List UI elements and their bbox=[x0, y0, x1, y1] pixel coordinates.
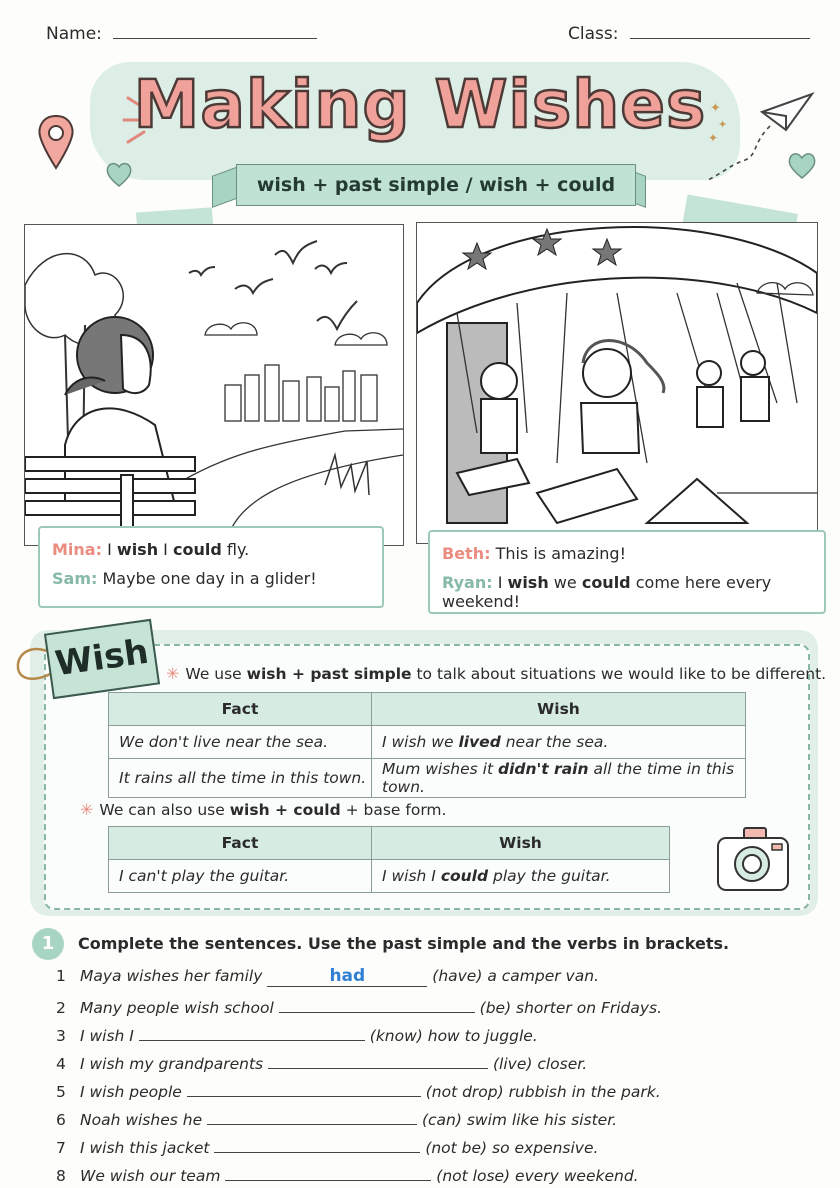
item-number: 8 bbox=[56, 1167, 66, 1185]
star-icon: ✳ bbox=[80, 800, 94, 819]
name-label: Name: bbox=[46, 24, 102, 44]
class-blank[interactable] bbox=[630, 38, 810, 39]
item-end: (know) how to juggle. bbox=[369, 1027, 538, 1045]
line-text: I bbox=[158, 540, 173, 559]
grammar-table-2 bbox=[108, 826, 670, 893]
item-start: Maya wishes her family bbox=[80, 967, 263, 985]
svg-text:✦: ✦ bbox=[718, 118, 728, 131]
exercise-instruction: Complete the sentences. Use the past simple and the verbs in brackets. bbox=[78, 934, 730, 953]
exercise-item bbox=[56, 1162, 639, 1185]
line-bold: could bbox=[581, 573, 631, 592]
table-header-wish: Wish bbox=[372, 693, 746, 726]
dialogue-line-beth bbox=[442, 544, 812, 563]
cell-text: near the sea. bbox=[500, 733, 609, 751]
line-text: we bbox=[548, 573, 582, 592]
item-start: I wish this jacket bbox=[80, 1139, 210, 1157]
grammar-table-1 bbox=[108, 692, 746, 798]
answer-blank[interactable] bbox=[279, 994, 475, 1013]
speaker-mina: Mina: bbox=[52, 540, 102, 559]
item-start: Noah wishes he bbox=[80, 1111, 203, 1129]
exercise-item bbox=[56, 1022, 538, 1045]
line-text: Maybe one day in a glider! bbox=[102, 569, 317, 588]
item-start: I wish my grandparents bbox=[80, 1055, 264, 1073]
item-end: (be) shorter on Fridays. bbox=[479, 999, 663, 1017]
table-row bbox=[109, 759, 746, 798]
item-end: (not lose) every weekend. bbox=[436, 1167, 639, 1185]
line-text: fly. bbox=[221, 540, 250, 559]
speaker-sam: Sam: bbox=[52, 569, 98, 588]
exercise-item bbox=[56, 966, 599, 987]
page-title: Making Wishes bbox=[133, 66, 707, 143]
table-row bbox=[109, 860, 670, 893]
item-start: I wish I bbox=[80, 1027, 134, 1045]
table-header-wish: Wish bbox=[372, 827, 670, 860]
item-start: Many people wish school bbox=[80, 999, 274, 1017]
line-text: come here every weekend! bbox=[442, 573, 772, 611]
line-text: I bbox=[497, 573, 508, 592]
speech-box-right bbox=[428, 530, 826, 614]
camera-icon bbox=[714, 822, 794, 896]
svg-text:✦: ✦ bbox=[708, 131, 719, 145]
speaker-ryan: Ryan: bbox=[442, 573, 493, 592]
table-header-fact: Fact bbox=[109, 693, 372, 726]
item-end: (not be) so expensive. bbox=[425, 1139, 599, 1157]
wish-cell bbox=[372, 759, 746, 798]
cell-text: Mum wishes it bbox=[382, 760, 498, 778]
rule-text: We use bbox=[185, 665, 247, 683]
heart-icon bbox=[104, 160, 134, 188]
dialogue-line-mina bbox=[52, 540, 370, 559]
rule-text: to talk about situations we would like to be different. bbox=[411, 665, 827, 683]
item-number: 4 bbox=[56, 1055, 66, 1073]
class-field[interactable] bbox=[568, 24, 810, 44]
cell-bold: could bbox=[440, 867, 489, 885]
table-row bbox=[109, 726, 746, 759]
exercise-item bbox=[56, 1050, 587, 1073]
exercise-item bbox=[56, 1106, 617, 1129]
item-number: 2 bbox=[56, 999, 66, 1017]
name-field[interactable] bbox=[46, 24, 317, 44]
dialogue-line-sam bbox=[52, 569, 370, 588]
item-number: 1 bbox=[56, 967, 66, 985]
cell-text: I wish I bbox=[382, 867, 441, 885]
dialogue-line-ryan bbox=[442, 573, 812, 611]
wish-cell bbox=[372, 860, 670, 893]
carousel-scene bbox=[417, 223, 817, 543]
item-number: 5 bbox=[56, 1083, 66, 1101]
exercise-item bbox=[56, 1134, 598, 1157]
speech-box-left bbox=[38, 526, 384, 608]
speaker-beth: Beth: bbox=[442, 544, 491, 563]
rule-bold: wish + past simple bbox=[246, 665, 412, 683]
cell-text: I wish we bbox=[382, 733, 459, 751]
park-illustration bbox=[24, 224, 404, 546]
item-end: (live) closer. bbox=[492, 1055, 588, 1073]
rule-text: + base form. bbox=[340, 801, 447, 819]
answer-blank[interactable] bbox=[187, 1078, 421, 1097]
item-number: 6 bbox=[56, 1111, 66, 1129]
name-blank[interactable] bbox=[113, 38, 317, 39]
answer-blank[interactable] bbox=[214, 1134, 420, 1153]
item-end: (not drop) rubbish in the park. bbox=[425, 1083, 661, 1101]
line-bold: could bbox=[172, 540, 222, 559]
exercise-item bbox=[56, 1078, 661, 1101]
answer-blank[interactable] bbox=[139, 1022, 365, 1041]
fact-cell: I can't play the guitar. bbox=[109, 860, 372, 893]
line-bold: wish bbox=[507, 573, 549, 592]
table-header-fact: Fact bbox=[109, 827, 372, 860]
rule-2 bbox=[80, 800, 446, 819]
cell-bold: lived bbox=[458, 733, 501, 751]
rule-1 bbox=[166, 664, 826, 683]
cell-text: all the time in this town. bbox=[382, 760, 735, 796]
item-number: 3 bbox=[56, 1027, 66, 1045]
answer-blank[interactable]: had bbox=[267, 966, 427, 987]
answer-blank[interactable] bbox=[268, 1050, 488, 1069]
rule-bold: wish + could bbox=[229, 801, 341, 819]
item-start: I wish people bbox=[80, 1083, 182, 1101]
svg-text:✦: ✦ bbox=[710, 101, 721, 116]
subtitle-ribbon: wish + past simple / wish + could bbox=[236, 164, 636, 206]
star-icon: ✳ bbox=[166, 664, 180, 683]
item-end: (have) a camper van. bbox=[432, 967, 599, 985]
exercise-number: 1 bbox=[32, 928, 64, 960]
answer-blank[interactable] bbox=[207, 1106, 417, 1125]
fact-cell: It rains all the time in this town. bbox=[109, 759, 372, 798]
item-start: We wish our team bbox=[80, 1167, 221, 1185]
park-scene bbox=[25, 225, 403, 545]
heart-icon-right bbox=[786, 150, 818, 180]
line-text: I bbox=[107, 540, 117, 559]
line-bold: wish bbox=[116, 540, 159, 559]
class-label: Class: bbox=[568, 24, 619, 44]
wish-tag: Wish bbox=[44, 619, 160, 699]
rule-text: We can also use bbox=[99, 801, 230, 819]
answer-blank[interactable] bbox=[225, 1162, 431, 1181]
carousel-illustration bbox=[416, 222, 818, 544]
cell-bold: didn't rain bbox=[497, 760, 589, 778]
fact-cell: We don't live near the sea. bbox=[109, 726, 372, 759]
wish-cell bbox=[372, 726, 746, 759]
cell-text: play the guitar. bbox=[488, 867, 611, 885]
line-text: This is amazing! bbox=[495, 544, 626, 563]
exercise-item bbox=[56, 994, 662, 1017]
item-end: (can) swim like his sister. bbox=[421, 1111, 618, 1129]
item-number: 7 bbox=[56, 1139, 66, 1157]
